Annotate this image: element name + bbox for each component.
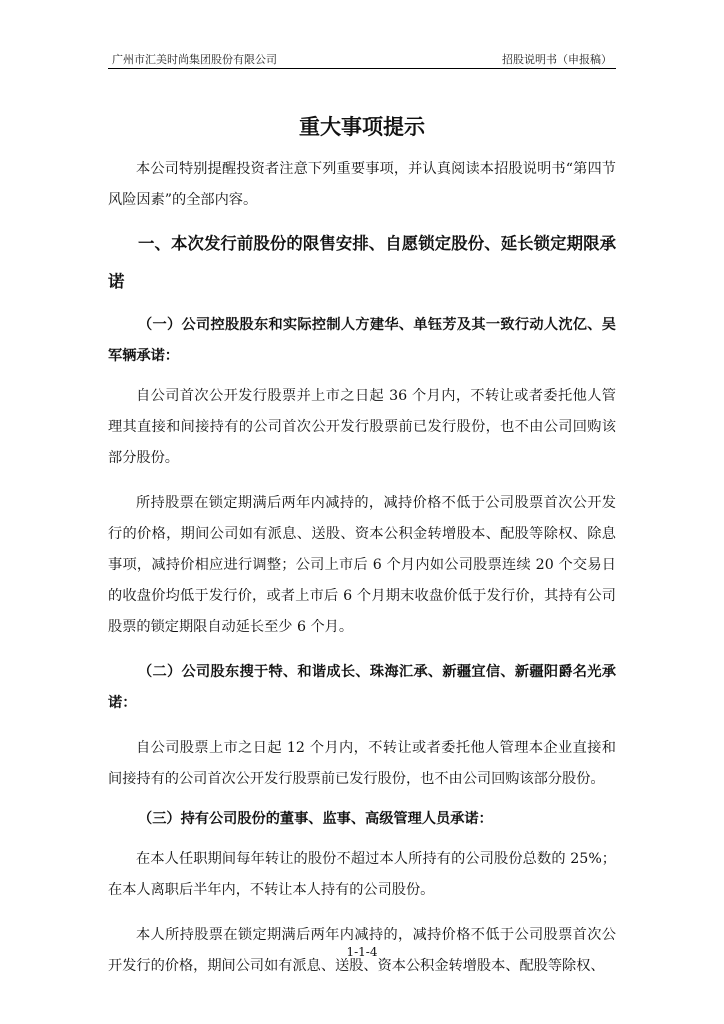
paragraph: 在本人任职期间每年转让的股份不超过本人所持有的公司股份总数的 25%；在本人离职后半年内，不转让本人持有的公司股份。: [108, 851, 616, 898]
paragraph: 所持股票在锁定期满后两年内减持的，减持价格不低于公司股票首次公开发行的价格，期间公司如有派息、送股、资本公积金转增股本、配股等除权、除息事项，减持价相应进行调整；公司上市后 6 个月内如公司股票连续 20 个交易日的收盘价均低于发行价，或者上市后 6 个月期末收盘价低于发行价，其持有公司股票的锁定期限自动延长至少 6 个月。: [108, 495, 616, 635]
header-document-type: 招股说明书（申报稿）: [502, 53, 612, 66]
subsection-heading-3: （三）持有公司股份的董事、监事、高级管理人员承诺：: [138, 811, 493, 827]
header-company-name: 广州市汇美时尚集团股份有限公司: [112, 53, 277, 66]
page-title: 重大事项提示: [299, 115, 425, 139]
subsection-heading-1: （一）公司控股股东和实际控制人方建华、单钰芳及其一致行动人沈亿、吴军辆承诺：: [108, 317, 616, 364]
section-heading: 一、本次发行前股份的限售安排、自愿锁定股份、延长锁定期限承诺: [108, 234, 616, 291]
paragraph: 自公司股票上市之日起 12 个月内，不转让或者委托他人管理本企业直接和间接持有的公司首次公开发行股票前已发行股份，也不由公司回购该部分股份。: [108, 740, 616, 787]
subsection-heading-2: （二）公司股东搜于特、和谐成长、珠海汇承、新疆宜信、新疆阳爵名光承诺：: [108, 664, 616, 711]
paragraph: 自公司首次公开发行股票并上市之日起 36 个月内，不转让或者委托他人管理其直接和间接持有的公司首次公开发行股票前已发行股份，也不由公司回购该部分股份。: [108, 388, 616, 466]
paragraph: 本人所持股票在锁定期满后两年内减持的，减持价格不低于公司股票首次公开发行的价格，期间公司如有派息、送股、资本公积金转增股本、配股等除权、: [108, 927, 616, 974]
page-content: [108, 112, 616, 982]
page-header: [108, 50, 616, 69]
intro-paragraph: 本公司特别提醒投资者注意下列重要事项，并认真阅读本招股说明书“第四节 风险因素”的全部内容。: [108, 161, 616, 208]
page-number: 1-1-4: [346, 945, 378, 959]
